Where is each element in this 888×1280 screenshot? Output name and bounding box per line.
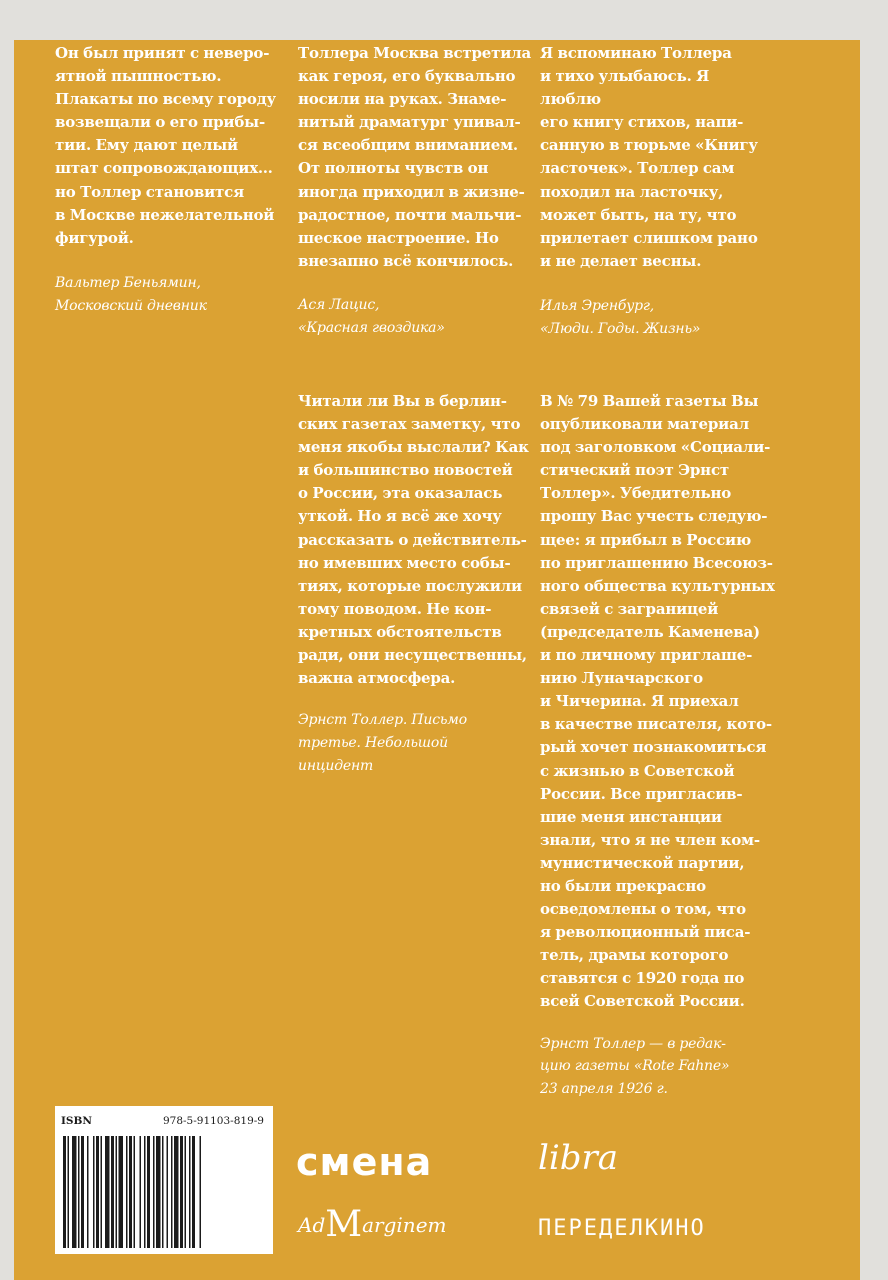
quote-source: Илья Эренбург, «Люди. Годы. Жизнь» [540, 297, 701, 337]
quote-ehrenburg [540, 42, 770, 341]
ad-marginem-ad: Ad [298, 1213, 326, 1237]
smena-logo: смена [296, 1140, 433, 1184]
quote-source: Ася Лацис, «Красная гвоздика» [298, 296, 445, 336]
quote-toller-rote-fahne [540, 390, 780, 1101]
quote-text: Он был принят с неверо- ятной пышностью. Плакаты по всему городу возвещали о его прибы- тии. Ему дают целый штат сопровождающих… но Толлер становится в Москве нежелательной фигурой. [55, 44, 276, 247]
quote-source: Эрнст Толлер — в редак- цию газеты «Rote Fahne» 23 апреля 1926 г. [540, 1035, 730, 1098]
quote-source: Эрнст Толлер. Письмо третье. Небольшой инцидент [298, 712, 467, 774]
isbn-label: ISBN [61, 1115, 92, 1127]
quote-text: Толлера Москва встретила как героя, его буквально носили на руках. Знаме- нитый драматург упивал- ся всеобщим вниманием. От полноты чувств он иногда приходил в жизне- радостное, почти мальчи- шеское настроение. Но внезапно всё кончилось. [298, 44, 532, 270]
quote-source: Вальтер Беньямин, Московский дневник [55, 274, 207, 314]
ad-marginem-rest: arginem [362, 1213, 447, 1237]
quote-text: Читали ли Вы в берлин- ских газетах заметку, что меня якобы выслали? Как и большинство новостей о России, эта оказалась уткой. Но я всё же хочу рассказать о действитель- но имевших место собы- тиях, которые послужили тому поводом. Не кон- кретных обстоятельств ради, они несущественны, важна атмосфера. [298, 392, 529, 688]
quote-text: Я вспоминаю Толлера и тихо улыбаюсь. Я люблю его книгу стихов, напи- санную в тюрьме «Книгу ласточек». Толлер сам походил на ласточку, может быть, на ту, что прилетает слишком рано и не делает весны. [540, 44, 758, 270]
barcode-icon [61, 1136, 267, 1248]
quote-text: В № 79 Вашей газеты Вы опубликовали материал под заголовком «Социали- стический поэт Эрнст Толлер». Убедительно прошу Вас учесть следую- щее: я прибыл в Россию по приглашению Всесоюз- ного общества культурных связей с заграницей (председатель Каменева) и по личному приглаше- нию Луначарского и Чичерина. Я приехал в качестве писателя, кото- рый хочет познакомиться с жизнью в Советской России. Все пригласив- шие меня инстанции знали, что я не член ком- мунистической партии, но были прекрасно осведомлены о том, что я революционный писа- тель, драмы которого ставятся с 1920 года по всей Советской России. [540, 392, 775, 1011]
quote-lacis [298, 42, 538, 340]
quote-benjamin [55, 42, 285, 317]
peredelkino-logo: ПЕРЕДЕЛКИНО [538, 1216, 706, 1241]
libra-logo: libra [538, 1138, 619, 1178]
ad-marginem-m: M [325, 1204, 363, 1245]
quote-toller-letter [298, 390, 538, 778]
ad-marginem-logo [298, 1205, 447, 1245]
isbn-barcode-box [55, 1106, 273, 1254]
isbn-number: 978-5-91103-819-9 [162, 1115, 264, 1127]
